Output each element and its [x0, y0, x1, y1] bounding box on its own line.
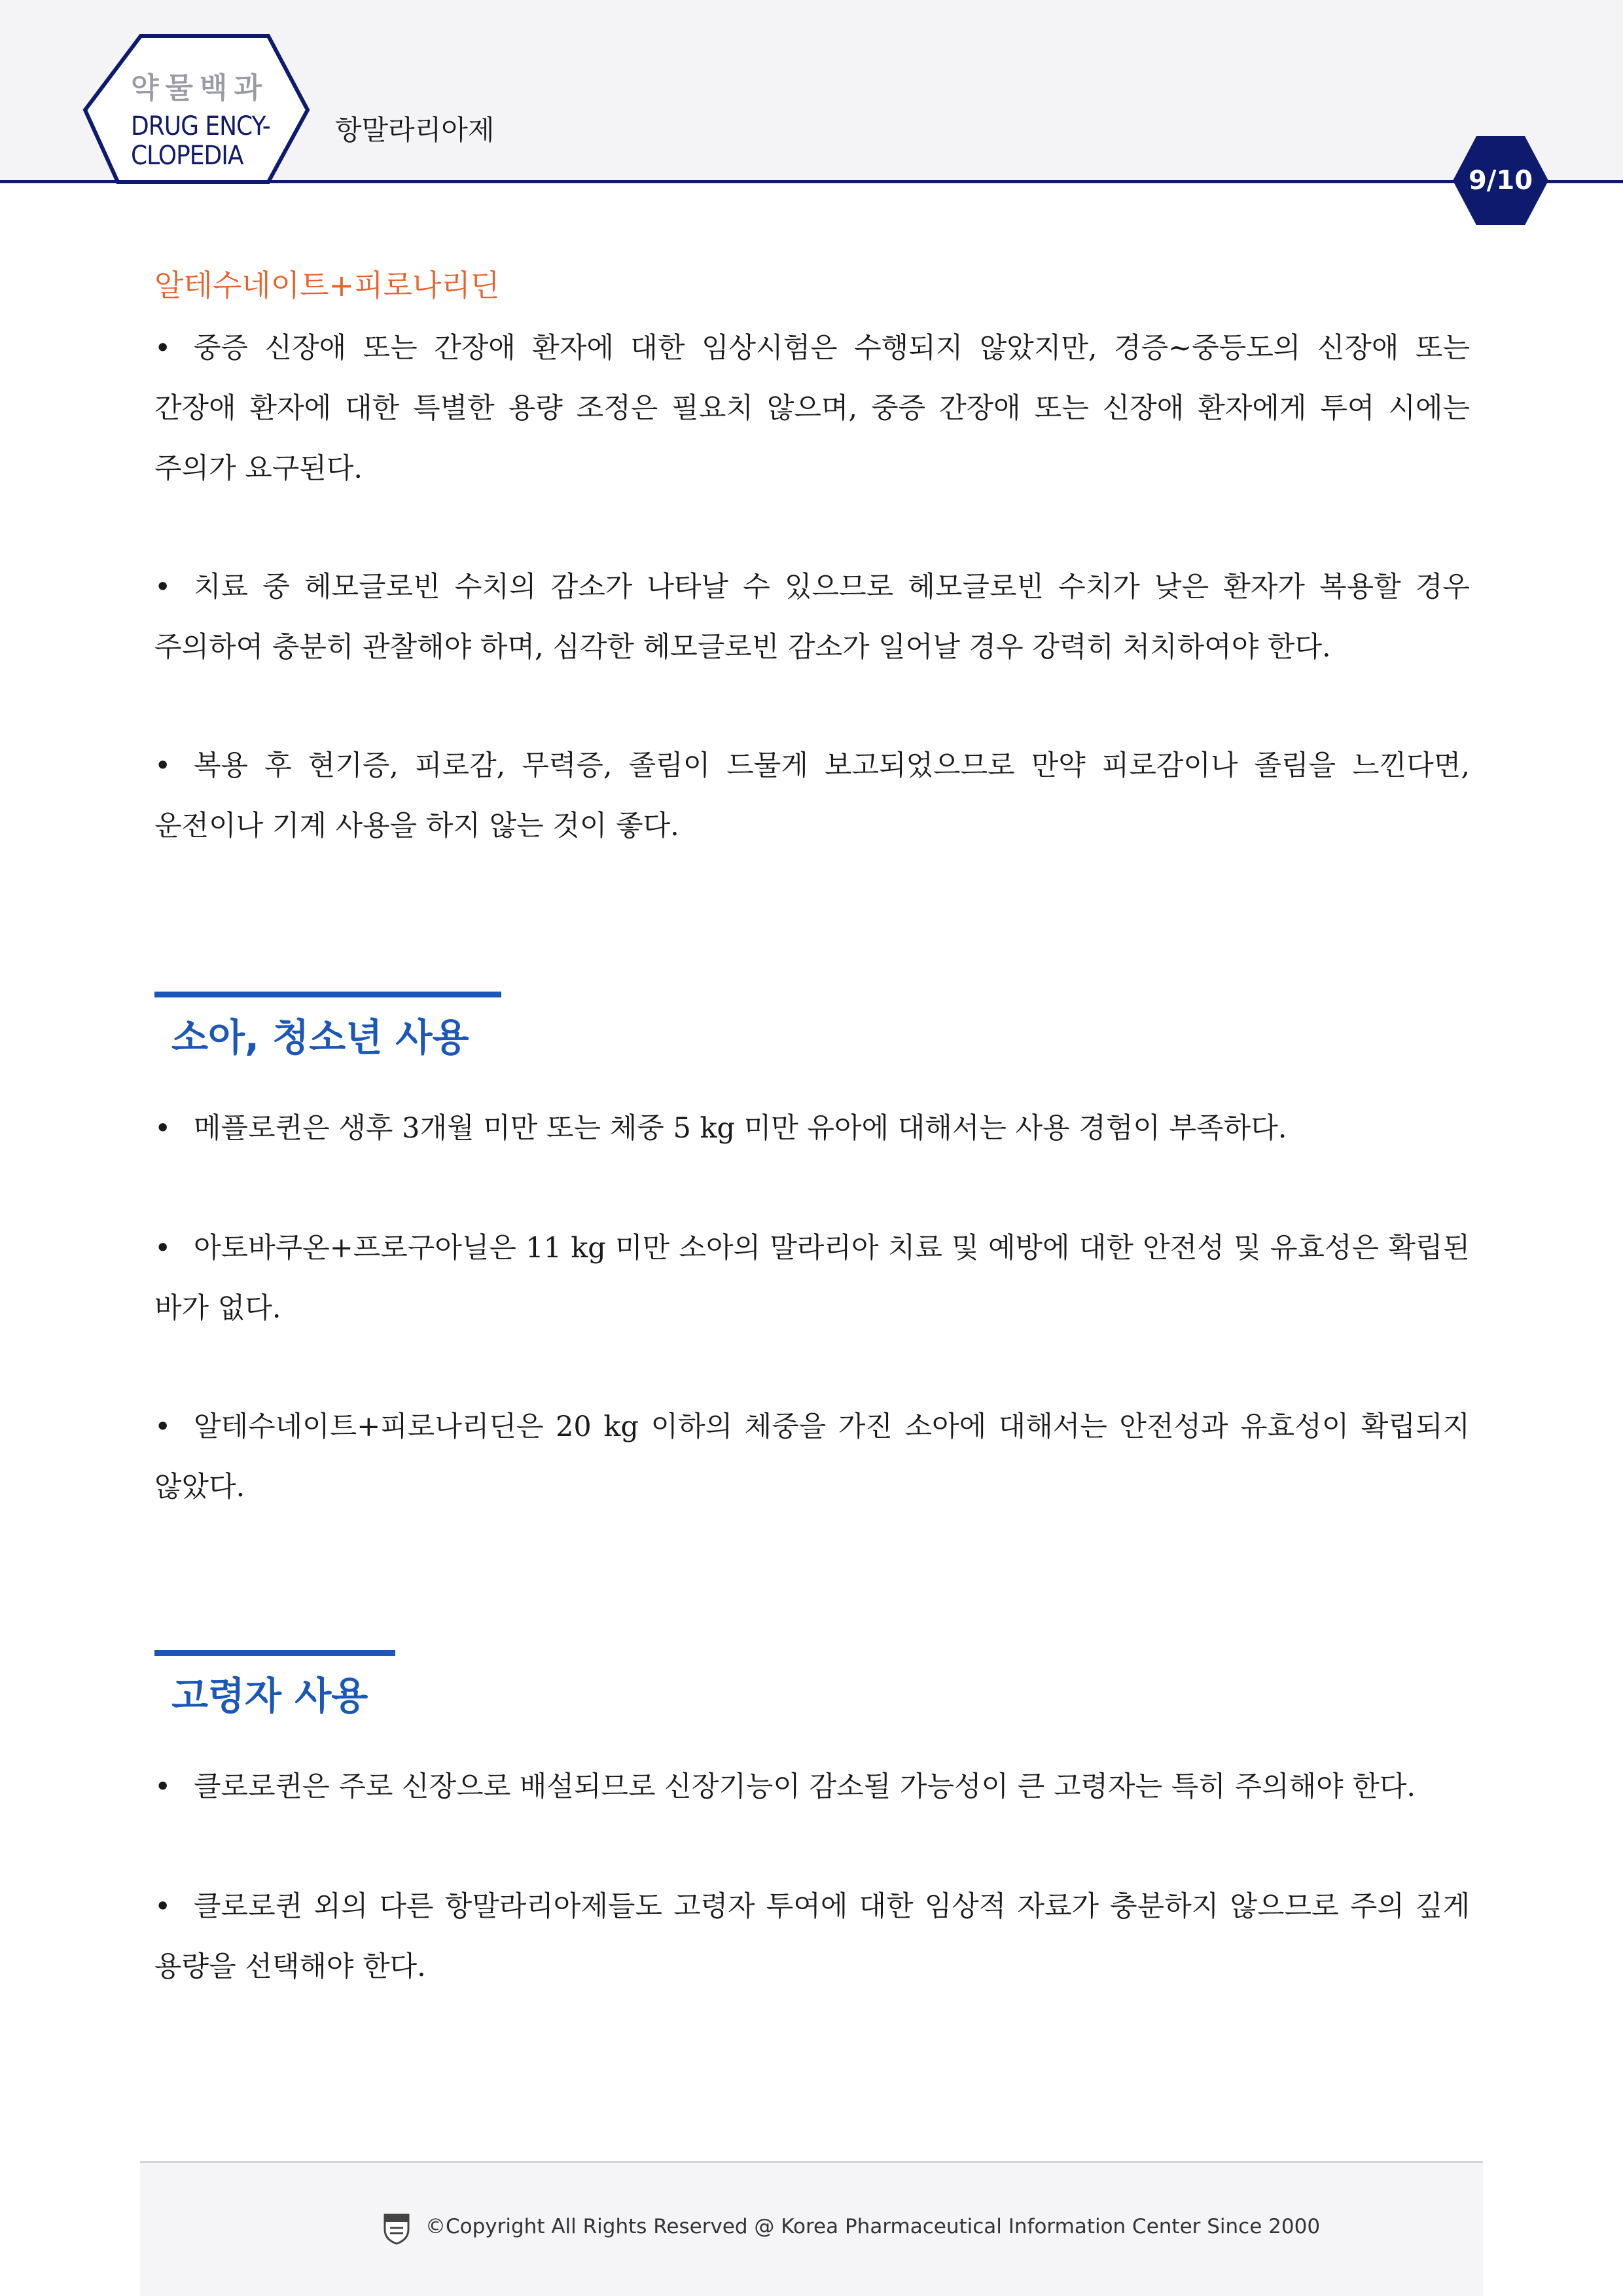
bullet-icon: •: [154, 749, 171, 782]
paragraph: [154, 1757, 1470, 1817]
bullet-icon: •: [154, 1112, 171, 1145]
section-title-pediatric: 소아, 청소년 사용: [171, 1015, 469, 1060]
bullet-icon: •: [154, 1770, 171, 1803]
bullet-icon: •: [154, 1232, 171, 1265]
paragraph: [154, 1218, 1470, 1338]
logo-korean: 약물백과: [131, 71, 269, 105]
paragraph: [154, 1098, 1470, 1158]
paragraph: [154, 736, 1470, 856]
paragraph: [154, 1876, 1470, 1997]
paragraph: [154, 318, 1470, 499]
paragraph-text: 아토바쿠온+프로구아닐은 11 kg 미만 소아의 말라리아 치료 및 예방에 대한 안전성 및 유효성은 확립된 바가 없다.: [154, 1232, 1470, 1325]
paragraph-text: 클로로퀸 외의 다른 항말라리아제들도 고령자 투여에 대한 임상적 자료가 충분하지 않으므로 주의 깊게 용량을 선택해야 한다.: [154, 1890, 1470, 1983]
kpic-shield-icon: [382, 2212, 411, 2245]
bullet-icon: •: [154, 1410, 171, 1443]
bullet-icon: •: [154, 332, 171, 365]
paragraph: [154, 1397, 1470, 1517]
paragraph-text: 치료 중 헤모글로빈 수치의 감소가 나타날 수 있으므로 헤모글로빈 수치가 낮은 환자가 복용할 경우 주의하여 충분히 관찰해야 하며, 심각한 헤모글로빈 감소가 일어날 경우 강력히 처치하여야 한다.: [154, 571, 1470, 664]
logo-english-line1: DRUG ENCY-: [131, 111, 270, 141]
paragraph-text: 알테수네이트+피로나리딘은 20 kg 이하의 체중을 가진 소아에 대해서는 안전성과 유효성이 확립되지 않았다.: [154, 1410, 1470, 1503]
paragraph-text: 메플로퀸은 생후 3개월 미만 또는 체중 5 kg 미만 유아에 대해서는 사용 경험이 부족하다.: [194, 1112, 1287, 1145]
paragraph-text: 복용 후 현기증, 피로감, 무력증, 졸림이 드물게 보고되었으므로 만약 피로감이나 졸림을 느낀다면, 운전이나 기계 사용을 하지 않는 것이 좋다.: [154, 749, 1470, 842]
paragraph-text: 중증 신장애 또는 간장애 환자에 대한 임상시험은 수행되지 않았지만, 경증~중등도의 신장애 또는 간장애 환자에 대한 특별한 용량 조정은 필요치 않으며, 중증 간장애 또는 신장애 환자에게 투여 시에는 주의가 요구된다.: [154, 332, 1470, 485]
bullet-icon: •: [154, 571, 171, 603]
paragraph: [154, 557, 1470, 677]
section-title-elderly: 고령자 사용: [171, 1674, 368, 1718]
logo-english-line2: CLOPEDIA: [131, 141, 243, 171]
section-bar: [154, 992, 501, 997]
subheading-artesunate: 알테수네이트+피로나리딘: [154, 268, 500, 303]
paragraph-text: 클로로퀸은 주로 신장으로 배설되므로 신장기능이 감소될 가능성이 큰 고령자는 특히 주의해야 한다.: [194, 1770, 1416, 1803]
section-bar: [154, 1650, 395, 1656]
document-title: 항말라리아제: [335, 114, 495, 146]
copyright-text: ©Copyright All Rights Reserved @ Korea Pharmaceutical Information Center Since 2000: [425, 2215, 1321, 2238]
bullet-icon: •: [154, 1890, 171, 1923]
page-number: 9/10: [1468, 166, 1533, 196]
